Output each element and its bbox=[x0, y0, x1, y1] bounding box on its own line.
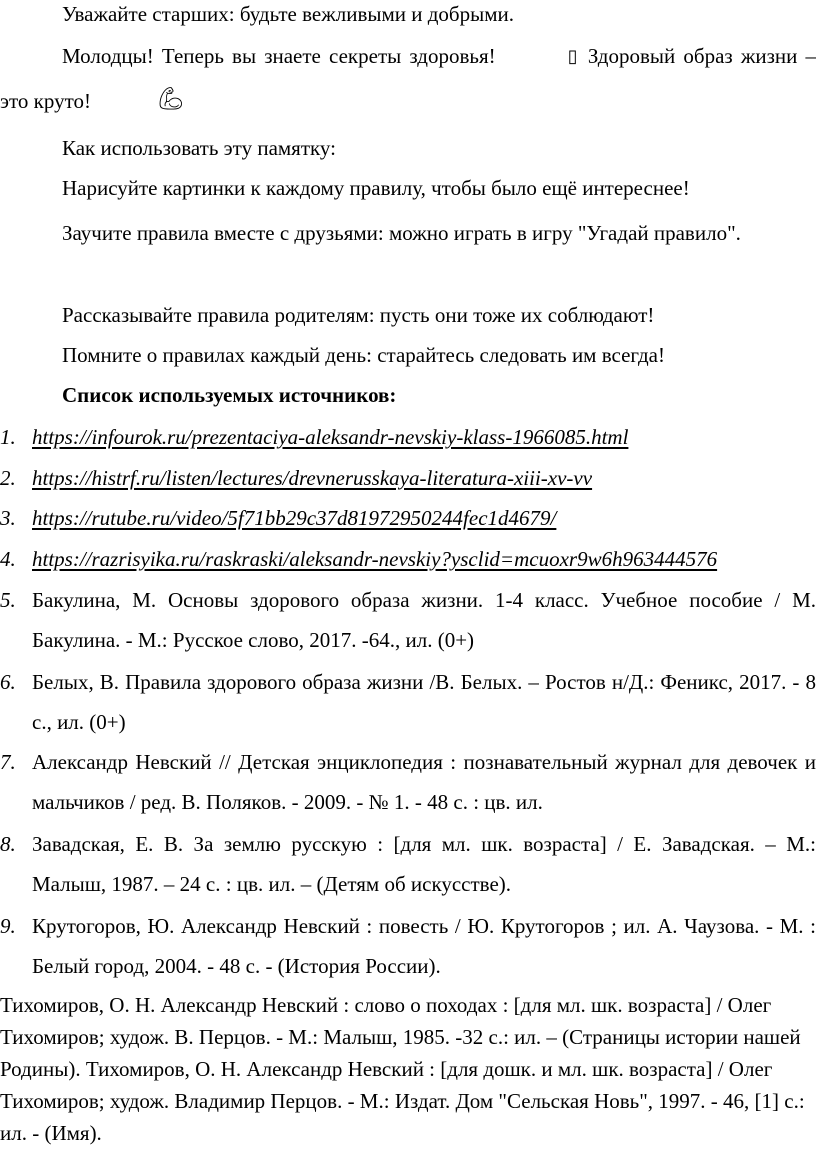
reference-number: 3. bbox=[0, 506, 16, 530]
paragraph-draw-pictures bbox=[0, 168, 816, 208]
reference-text: Крутогоров, Ю. Александр Невский : повесть / Ю. Крутогоров ; ил. А. Чаузова. - М. : Белый город, 2004. - 48 с. - (История России). bbox=[32, 914, 816, 978]
missing-glyph-icon: ▯ bbox=[567, 46, 578, 67]
reference-text: Александр Невский // Детская энциклопедия : познавательный журнал для девочек и мальчиков / ред. В. Поляков. - 2009. - № 1. - 48 с. : цв. ил. bbox=[32, 750, 816, 814]
flexed-biceps-icon: 💪︎ bbox=[156, 87, 185, 112]
paragraph-text: Как использовать эту памятку: bbox=[62, 136, 336, 160]
reference-number: 6. bbox=[0, 670, 16, 694]
paragraph-text: Заучите правила вместе с друзьями: можно играть в игру "Угадай правило". bbox=[62, 221, 741, 245]
paragraph-text: Молодцы! Теперь вы знаете секреты здоровья! bbox=[62, 44, 496, 68]
reference-item bbox=[0, 458, 816, 498]
reference-item bbox=[0, 580, 816, 660]
reference-number: 5. bbox=[0, 588, 16, 612]
sources-heading bbox=[0, 375, 816, 415]
paragraph-learn-with-friends bbox=[0, 213, 816, 253]
reference-item bbox=[0, 539, 816, 579]
paragraph-well-done bbox=[0, 34, 816, 123]
paragraph-remember-rules bbox=[0, 335, 816, 375]
reference-number: 8. bbox=[0, 832, 16, 856]
paragraph-text: Уважайте старших: будьте вежливыми и добрыми. bbox=[62, 2, 515, 26]
reference-item bbox=[0, 417, 816, 457]
paragraph-text: Нарисуйте картинки к каждому правилу, чтобы было ещё интереснее! bbox=[62, 176, 690, 200]
reference-link[interactable]: https://razrisyika.ru/raskraski/aleksandr-nevskiy?ysclid=mcuoxr9w6h963444576 bbox=[32, 547, 718, 571]
paragraph-text: Тихомиров, О. Н. Александр Невский : слово о походах : [для мл. шк. возраста] / Олег Тихомиров; худож. В. Перцов. - М.: Малыш, 1985. -32 с.: ил. – (Страницы истории нашей Родины). Тихомиров, О. Н. Александр Невский : [для дошк. и мл. шк. возраста] / Олег Тихомиров; худож. Владимир Перцов. - М.: Издат. Дом "Сельская Новь", 1997. - 46, [1] с.: ил. - (Имя). bbox=[0, 993, 805, 1145]
reference-text: Бакулина, М. Основы здорового образа жизни. 1-4 класс. Учебное пособие / М. Бакулина. - М.: Русское слово, 2017. -64., ил. (0+) bbox=[32, 588, 816, 652]
reference-link[interactable]: https://rutube.ru/video/5f71bb29c37d81972950244fec1d4679/ bbox=[32, 506, 557, 530]
reference-number: 4. bbox=[0, 547, 16, 571]
reference-item bbox=[0, 824, 816, 904]
paragraph-text: Здоровый образ жизни – это круто! bbox=[0, 44, 816, 113]
paragraph-tell-parents bbox=[0, 295, 816, 335]
paragraph-how-to-use bbox=[0, 128, 816, 168]
reference-number: 9. bbox=[0, 914, 16, 938]
reference-text: Белых, В. Правила здорового образа жизни /В. Белых. – Ростов н/Д.: Феникс, 2017. - 8 с., ил. (0+) bbox=[32, 670, 816, 734]
reference-link[interactable]: https://infourok.ru/prezentaciya-aleksandr-nevskiy-klass-1966085.html bbox=[32, 425, 629, 449]
reference-number: 7. bbox=[0, 750, 16, 774]
paragraph-text: Рассказывайте правила родителям: пусть они тоже их соблюдают! bbox=[62, 303, 655, 327]
paragraph-text: Помните о правилах каждый день: старайтесь следовать им всегда! bbox=[62, 343, 665, 367]
reference-item bbox=[0, 742, 816, 822]
paragraph-respect-elders bbox=[0, 0, 816, 34]
reference-item bbox=[0, 662, 816, 742]
reference-number: 1. bbox=[0, 425, 16, 449]
reference-item bbox=[0, 498, 816, 538]
reference-link[interactable]: https://histrf.ru/listen/lectures/drevnerusskaya-literatura-xiii-xv-vv bbox=[32, 466, 593, 490]
reference-number: 2. bbox=[0, 466, 16, 490]
reference-item bbox=[0, 906, 816, 986]
reference-tail-paragraph bbox=[0, 989, 816, 1149]
reference-text: Завадская, Е. В. За землю русскую : [для мл. шк. возраста] / Е. Завадская. – М.: Малыш, 1987. – 24 с. : цв. ил. – (Детям об искусстве). bbox=[32, 832, 816, 896]
heading-text: Список используемых источников: bbox=[62, 383, 397, 407]
